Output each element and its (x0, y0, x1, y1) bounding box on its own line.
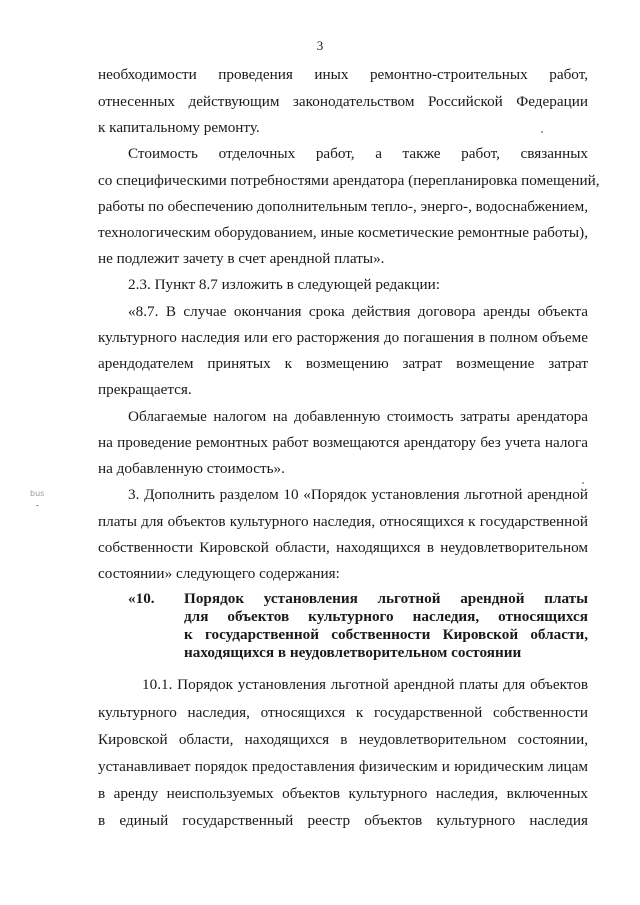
text-line: со специфическими потребностями арендатора (перепланировка помещений, (98, 172, 600, 189)
text-line: прекращается. (98, 381, 192, 398)
text-line: 10.1. Порядок установления льготной арендной платы для объектов (142, 676, 588, 693)
text-line: к капитальному ремонту. (98, 119, 260, 136)
text-line: Стоимость отделочных работ, а также работ, связанных (128, 145, 588, 162)
section-heading-line: к государственной собственности Кировской области, (184, 626, 588, 643)
text-line: не подлежит зачету в счет арендной платы». (98, 250, 385, 267)
text-line: Облагаемые налогом на добавленную стоимость затраты арендатора (128, 408, 588, 425)
text-line: «8.7. В случае окончания срока действия договора аренды объекта (128, 303, 588, 320)
text-line: собственности Кировской области, находящихся в неудовлетворительном (98, 539, 588, 556)
text-line: культурного наследия, относящихся к государственной собственности (98, 704, 588, 721)
text-line: в аренду неиспользуемых объектов культурного наследия, включенных (98, 785, 588, 802)
text-line: культурного наследия или его расторжения до погашения в полном объеме (98, 329, 588, 346)
text-line: арендодателем принятых к возмещению затрат возмещение затрат (98, 355, 588, 372)
section-heading-line: находящихся в неудовлетворительном состоянии (184, 644, 522, 661)
text-line: отнесенных действующим законодательством Российской Федерации (98, 93, 588, 110)
text-line: технологическим оборудованием, иные косметические ремонтные работы), (98, 224, 588, 241)
text-line: в единый государственный реестр объектов культурного наследия (98, 812, 588, 829)
section-number: «10. (128, 590, 155, 607)
text-line: работы по обеспечению дополнительным тепло-, энерго-, водоснабжением, (98, 198, 588, 215)
text-line: Кировской области, находящихся в неудовлетворительном состоянии, (98, 731, 588, 748)
section-heading-line: Порядок установления льготной арендной платы (184, 590, 588, 607)
section-heading-line: для объектов культурного наследия, относящихся (184, 608, 588, 625)
margin-note: bus (30, 489, 45, 498)
text-line: платы для объектов культурного наследия, относящихся к государственной (98, 513, 588, 530)
page-number: 3 (316, 38, 324, 53)
text-line: необходимости проведения иных ремонтно-строительных работ, (98, 66, 588, 83)
text-line: устанавливает порядок предоставления физическим и юридическим лицам (98, 758, 588, 775)
text-line: состоянии» следующего содержания: (98, 565, 340, 582)
text-line: на проведение ремонтных работ возмещаются арендатору без учета налога (98, 434, 588, 451)
text-line: на добавленную стоимость». (98, 460, 285, 477)
text-line: 3. Дополнить разделом 10 «Порядок установления льготной арендной (128, 486, 588, 503)
scan-speck (541, 131, 543, 133)
scan-speck (582, 482, 584, 484)
text-line: 2.3. Пункт 8.7 изложить в следующей редакции: (128, 276, 441, 293)
scan-speck (36, 505, 39, 506)
